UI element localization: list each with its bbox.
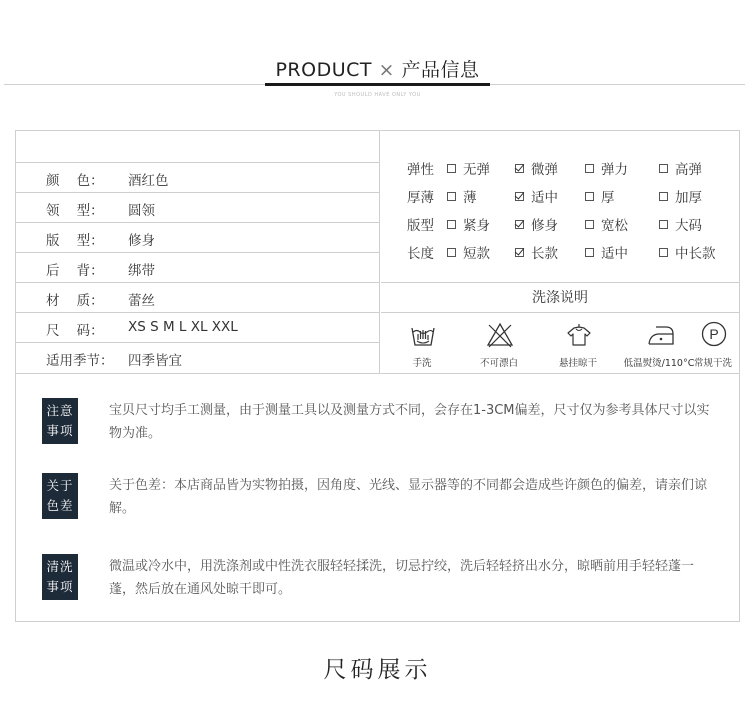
checkbox — [659, 192, 668, 201]
care-label: 手洗 — [412, 358, 432, 369]
attr-option: 适中 — [515, 186, 558, 206]
attr-option: 微弹 — [515, 158, 558, 178]
care-label: 低温熨烫/110°C — [623, 358, 695, 369]
title-cn: 产品信息 — [401, 59, 480, 81]
attr-option: 长款 — [515, 242, 558, 262]
size-section-title: 尺码展示 — [323, 657, 432, 683]
title-separator: × — [378, 59, 395, 81]
note-tag: 注意 事项 — [42, 398, 78, 444]
spec-row-color — [16, 163, 380, 193]
checkbox — [585, 248, 594, 257]
spec-row-back — [16, 253, 380, 283]
checkbox — [659, 164, 668, 173]
spec-label: 颜 色： — [46, 173, 104, 189]
attr-row-fit — [407, 214, 737, 236]
care-label: 常规干洗 — [693, 358, 732, 369]
spec-label: 适用季节： — [46, 353, 114, 369]
checkbox — [447, 164, 456, 173]
checkbox — [585, 164, 594, 173]
attr-option: 厚 — [585, 186, 615, 206]
spec-list — [16, 131, 380, 373]
hang-dry-icon — [565, 322, 593, 348]
spec-value: 修身 — [128, 233, 155, 249]
spec-label: 后 背： — [46, 263, 104, 279]
attr-option: 中长款 — [659, 242, 716, 262]
checkbox-checked — [515, 164, 524, 173]
header-subtitle: YOU SHOULD HAVE ONLY YOU — [334, 92, 421, 98]
dry-clean-icon — [700, 320, 728, 348]
notes-panel — [15, 374, 740, 622]
care-item-hang-dry — [538, 314, 618, 373]
note-text: 关于色差：本店商品皆为实物拍摄，因角度、光线、显示器等的不同都会造成些许颜色的偏差，请亲们谅解。 — [109, 478, 708, 516]
checkbox-checked — [515, 220, 524, 229]
spec-label: 材 质： — [46, 293, 104, 309]
attr-option: 适中 — [585, 242, 628, 262]
checkbox — [585, 192, 594, 201]
attribute-grid — [381, 131, 739, 283]
attr-label: 弹性 — [407, 162, 434, 178]
spec-table — [15, 130, 740, 374]
checkbox — [447, 192, 456, 201]
care-item-dry-clean — [673, 314, 753, 373]
attr-option: 宽松 — [585, 214, 628, 234]
attr-label: 长度 — [407, 246, 434, 262]
page-title — [0, 55, 755, 82]
spec-label: 尺 码： — [46, 323, 104, 339]
spec-blank-row — [16, 131, 380, 163]
spec-value: XS S M L XL XXL — [128, 319, 238, 335]
checkbox — [659, 220, 668, 229]
hand-wash-icon — [409, 322, 437, 348]
spec-row-collar — [16, 193, 380, 223]
note-tag: 清洗 事项 — [42, 554, 78, 600]
attr-label: 厚薄 — [407, 190, 434, 206]
note-text: 微温或冷水中，用洗涤剂或中性洗衣服轻轻揉洗，切忌拧绞，洗后轻轻挤出水分，晾晒前用手轻轻蓬一蓬，然后放在通风处晾干即可。 — [109, 559, 695, 597]
spec-value: 绑带 — [128, 263, 155, 279]
attr-row-elasticity — [407, 158, 737, 180]
note-tag: 关于 色差 — [42, 473, 78, 519]
note-text: 宝贝尺寸均手工测量，由于测量工具以及测量方式不同，会存在1-3CM偏差，尺寸仅为参考具体尺寸以实物为准。 — [109, 403, 710, 441]
attr-option: 短款 — [447, 242, 490, 262]
care-label: 悬挂晾干 — [558, 358, 597, 369]
attr-label: 版型 — [407, 218, 434, 234]
header-underline — [265, 83, 490, 86]
attr-row-thickness — [407, 186, 737, 208]
spec-value: 圆领 — [128, 203, 155, 219]
care-item-no-bleach — [459, 314, 539, 373]
spec-label: 领 型： — [46, 203, 104, 219]
attr-option: 大码 — [659, 214, 702, 234]
checkbox — [585, 220, 594, 229]
checkbox — [659, 248, 668, 257]
care-icon-row — [381, 314, 739, 373]
spec-label: 版 型： — [46, 233, 104, 249]
checkbox — [447, 248, 456, 257]
no-bleach-icon — [486, 322, 514, 348]
spec-value: 蕾丝 — [128, 293, 155, 309]
care-label: 不可漂白 — [479, 358, 518, 369]
spec-row-size — [16, 313, 380, 343]
page-header — [0, 0, 755, 110]
attr-option: 弹力 — [585, 158, 628, 178]
attr-option: 薄 — [447, 186, 477, 206]
attr-option: 加厚 — [659, 186, 702, 206]
attribute-panel — [381, 131, 739, 373]
spec-value: 酒红色 — [128, 173, 169, 189]
title-en: PRODUCT — [275, 59, 372, 81]
checkbox — [447, 220, 456, 229]
spec-row-material — [16, 283, 380, 313]
low-iron-icon — [646, 322, 676, 348]
attr-option: 紧身 — [447, 214, 490, 234]
attr-option: 高弹 — [659, 158, 702, 178]
spec-row-fit — [16, 223, 380, 253]
attr-row-length — [407, 242, 737, 264]
spec-value: 四季皆宜 — [128, 353, 182, 369]
dry-clean-glyph: P — [709, 326, 719, 342]
attr-option: 无弹 — [447, 158, 490, 178]
care-title: 洗涤说明 — [381, 283, 739, 313]
checkbox-checked — [515, 248, 524, 257]
spec-row-season — [16, 343, 380, 373]
checkbox-checked — [515, 192, 524, 201]
attr-option: 修身 — [515, 214, 558, 234]
